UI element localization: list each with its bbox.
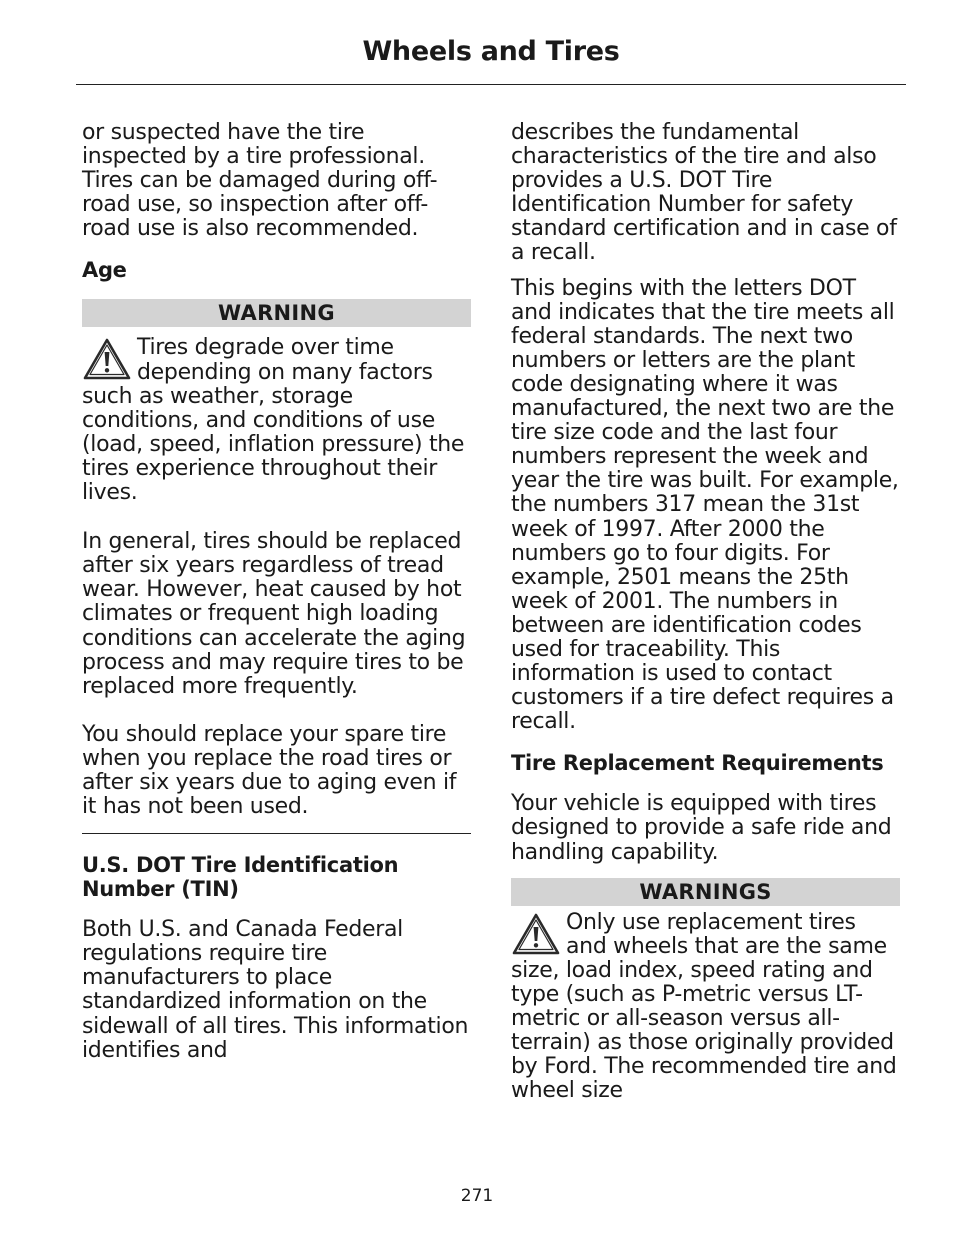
replacement-heading: Tire Replacement Requirements (511, 751, 884, 776)
left-paragraph-3: You should replace your spare tire when you replace the road tires or after six years due to aging even if it has not been used. (82, 721, 457, 820)
warning-triangle-icon (82, 337, 132, 381)
left-paragraph-2: In general, tires should be replaced after six years regardless of tread wear. However, heat caused by hot climates or frequent high loading conditions can accelerate the aging process and may require tires to be replaced more frequently. (82, 529, 466, 699)
warnings-label: WARNINGS (511, 878, 900, 906)
right-paragraph-1: describes the fundamental characteristics of the tire and also provides a U.S. DOT Tire Identification Number for safety standard certification and in case of a recall. (511, 120, 897, 266)
replacement-warning-text: Only use replacement tires and wheels that are the same size, load index, speed rating and type (such as P-metric versus LT-metric or all-season versus all-terrain) as those originally provided by Ford. The recommended tire and wheel size (511, 909, 897, 1104)
left-paragraph-1: or suspected have the tire inspected by a tire professional. Tires can be damaged during off-road use, so inspection after off-road use is also recommended. (82, 120, 438, 242)
page-title: Wheels and Tires (362, 36, 620, 67)
age-warning-text: Tires degrade over time depending on many factors such as weather, storage conditions, and conditions of use (load, speed, inflation pressure) the tires experience throughout their lives. (82, 335, 465, 506)
warning-triangle-icon (511, 912, 561, 956)
warning-label: WARNING (82, 299, 471, 327)
right-paragraph-2: This begins with the letters DOT and indicates that the tire meets all federal standards. The next two numbers or letters are the plant code designating where it was manufactured, the next two are the tire size code and the last four numbers represent the week and year the tire was built. For example, the numbers 317 mean the 31st week of 1997. After 2000 the numbers go to four digits. For example, 2501 means the 25th week of 2001. The numbers in between are identification codes used for traceability. This information is used to contact customers if a tire defect requires a recall. (511, 275, 899, 735)
header-divider (76, 84, 906, 85)
left-paragraph-4: Both U.S. and Canada Federal regulations require tire manufacturers to place standardized information on the sidewall of all tires. This information identifies and (82, 917, 469, 1063)
age-warning (82, 336, 471, 505)
right-column (511, 121, 900, 1103)
right-paragraph-3: Your vehicle is equipped with tires designed to provide a safe ride and handling capability. (511, 791, 892, 865)
replacement-warning (511, 911, 900, 1104)
age-heading: Age (82, 258, 127, 283)
page-number: 271 (460, 1186, 494, 1206)
left-column (82, 121, 471, 1063)
tin-heading: U.S. DOT Tire Identification Number (TIN) (82, 853, 399, 902)
